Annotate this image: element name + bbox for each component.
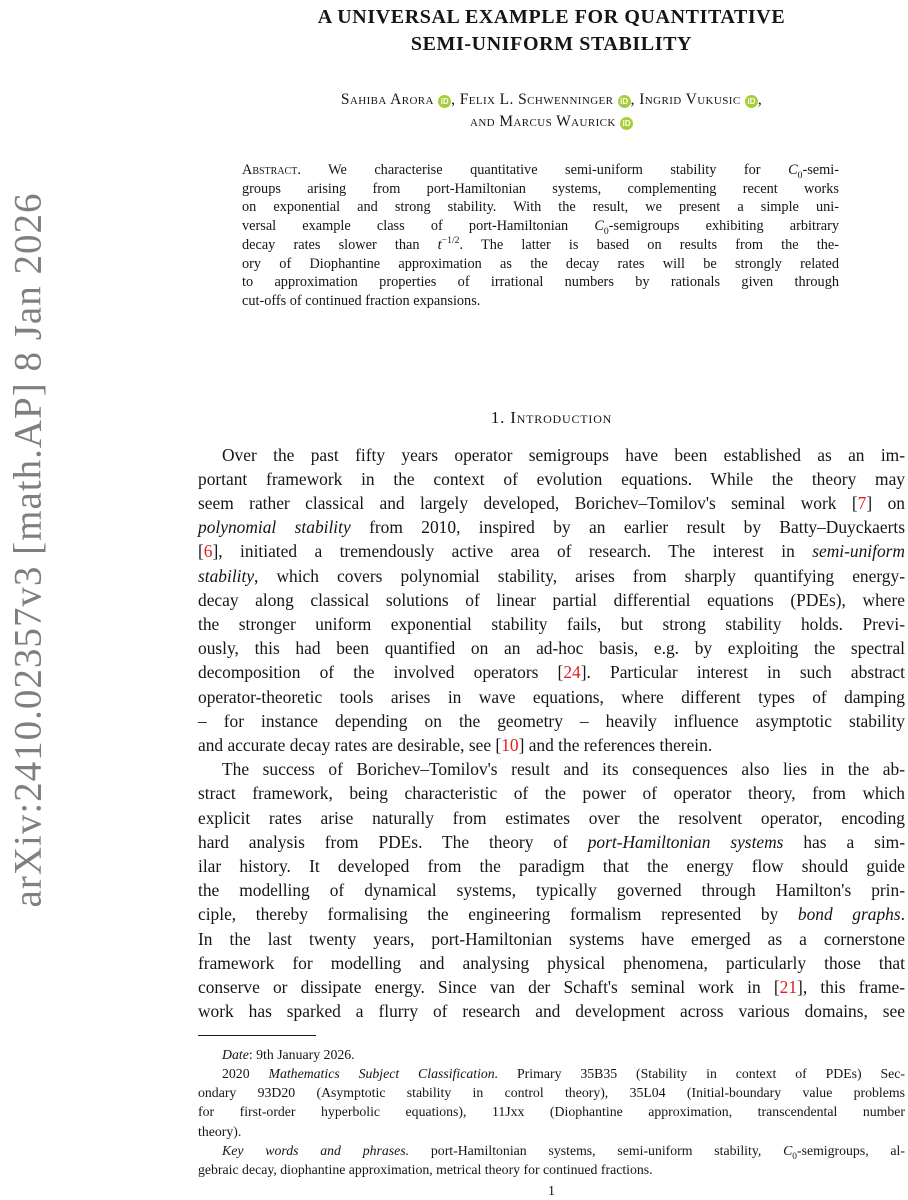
footnote-line: ondary 93D20 (Asymptotic stability in control theory), 35L04 (Initial-boundary value problems <box>198 1085 905 1101</box>
body-line: ously, this had been quantified on an ad-hoc basis, e.g. by exploiting the spectral <box>198 638 905 659</box>
body-line: conserve or dissipate energy. Since van der Schaft's seminal work in [21], this frame- <box>198 977 905 998</box>
footnote-line: Key words and phrases. port-Hamiltonian systems, semi-uniform stability, $C_0$-semigroups, al- <box>222 1142 905 1162</box>
citation-link[interactable]: 24 <box>563 662 581 683</box>
abstract-line: cut-offs of continued fraction expansions. <box>242 292 481 309</box>
footnote-paragraph <box>198 1064 905 1141</box>
footnote-line: Date: 9th January 2026. <box>222 1046 355 1062</box>
footnote-line: 2020 Mathematics Subject Classification. Primary 35B35 (Stability in context of PDEs) Sec- <box>222 1065 905 1081</box>
body-line: portant framework in the context of evolution equations. While the theory may <box>198 468 905 489</box>
orcid-icon[interactable]: iD <box>618 95 631 108</box>
paragraph <box>198 443 905 758</box>
body-line: the modelling of dynamical systems, typically governed through Hamilton's prin- <box>198 880 905 901</box>
body-line: explicit rates arise naturally from estimates over the resolvent operator, encoding <box>198 807 905 828</box>
body-line: polynomial stability from 2010, inspired by an earlier result by Batty–Duyckaerts <box>198 517 905 538</box>
body-line: The success of Borichev–Tomilov's result and its consequences also lies in the ab- <box>222 759 905 780</box>
citation-link[interactable]: 21 <box>779 977 798 998</box>
footnote-line: for first-order hyperbolic equations), 11Jxx (Diophantine approximation, transcendental number <box>198 1104 905 1120</box>
abstract-line: to approximation properties of irrational numbers by rationals given through <box>242 274 839 291</box>
footnote-paragraph <box>198 1141 905 1180</box>
body-line: In the last twenty years, port-Hamiltonian systems have emerged as a cornerstone <box>198 928 905 949</box>
body-line: work has sparked a flurry of research and development across various domains, see <box>198 1001 905 1022</box>
body-line: [6], initiated a tremendously active area of research. The interest in semi-uniform <box>198 541 905 562</box>
footnote-block <box>198 1045 905 1180</box>
orcid-icon[interactable]: iD <box>745 95 758 108</box>
body-line: ciple, thereby formalising the engineering formalism represented by bond graphs. <box>198 904 905 925</box>
citation-link[interactable]: 10 <box>501 735 519 756</box>
body-line: framework for modelling and analysing physical phenomena, particularly those that <box>198 952 905 973</box>
citation-link[interactable]: 6 <box>203 541 213 562</box>
footnote-rule <box>198 1035 316 1036</box>
abstract-line: on exponential and strong stability. With the result, we present a simple uni- <box>242 199 839 216</box>
orcid-icon[interactable]: iD <box>620 117 633 130</box>
orcid-icon[interactable]: iD <box>438 95 451 108</box>
body-line: and accurate decay rates are desirable, see [10] and the references therein. <box>198 735 713 756</box>
author-list <box>198 89 905 133</box>
abstract-line: decay rates slower than $t^{-1/2}$. The latter is based on results from the the- <box>242 235 839 253</box>
body-line: – for instance depending on the geometry – heavily influence asymptotic stability <box>198 710 905 731</box>
footnote-line: gebraic decay, diophantine approximation, metrical theory for continued fractions. <box>198 1162 653 1178</box>
citation-link[interactable]: 7 <box>857 493 867 514</box>
paragraph <box>198 757 905 1023</box>
section-heading: 1. Introduction <box>490 407 613 427</box>
abstract-block <box>242 161 839 311</box>
body-line: decomposition of the involved operators [24]. Particular interest in such abstract <box>198 662 905 683</box>
author-line: and Marcus Waurick iD <box>198 111 905 133</box>
body-line: the stronger uniform exponential stability fails, but strong stability holds. Previ- <box>198 614 905 635</box>
body-line: operator-theoretic tools arises in wave equations, where different types of damping <box>198 686 905 707</box>
paper-title <box>198 4 905 58</box>
body-line: Over the past fifty years operator semigroups have been established as an im- <box>222 444 905 465</box>
footnote-paragraph <box>198 1045 905 1064</box>
body-line: decay along classical solutions of linear partial differential equations (PDEs), where <box>198 589 905 610</box>
footnote-line: theory). <box>198 1123 242 1139</box>
page-number: 1 <box>548 1183 555 1199</box>
body-text <box>198 443 905 1024</box>
arxiv-watermark: arXiv:2410.02357v3 [math.AP] 8 Jan 2026 <box>6 192 50 908</box>
body-line: hard analysis from PDEs. The theory of port-Hamiltonian systems has a sim- <box>198 831 905 852</box>
abstract-line: versal example class of port-Hamiltonian $C_0$-semigroups exhibiting arbitrary <box>242 218 839 237</box>
body-line: stract framework, being characteristic of the power of operator theory, from which <box>198 783 905 804</box>
body-line: seem rather classical and largely developed, Borichev–Tomilov's seminal work [7] on <box>198 493 905 514</box>
abstract-line: ory of Diophantine approximation as the decay rates will be strongly related <box>242 255 839 272</box>
title-line-1: A UNIVERSAL EXAMPLE FOR QUANTITATIVE <box>317 6 786 28</box>
body-line: stability, which covers polynomial stability, arises from sharply quantifying energy- <box>198 565 905 586</box>
abstract-line: groups arising from port-Hamiltonian systems, complementing recent works <box>242 180 839 197</box>
abstract-line: Abstract. We characterise quantitative semi-uniform stability for $C_0-semi-$ <box>242 162 839 181</box>
text-column <box>198 0 905 1200</box>
author-line: Sahiba Arora iD , Felix L. Schwenninger iD , Ingrid Vukusic iD , <box>340 91 763 108</box>
body-line: ilar history. It developed from the paradigm that the energy flow should guide <box>198 856 905 877</box>
title-line-2: SEMI-UNIFORM STABILITY <box>410 33 693 55</box>
